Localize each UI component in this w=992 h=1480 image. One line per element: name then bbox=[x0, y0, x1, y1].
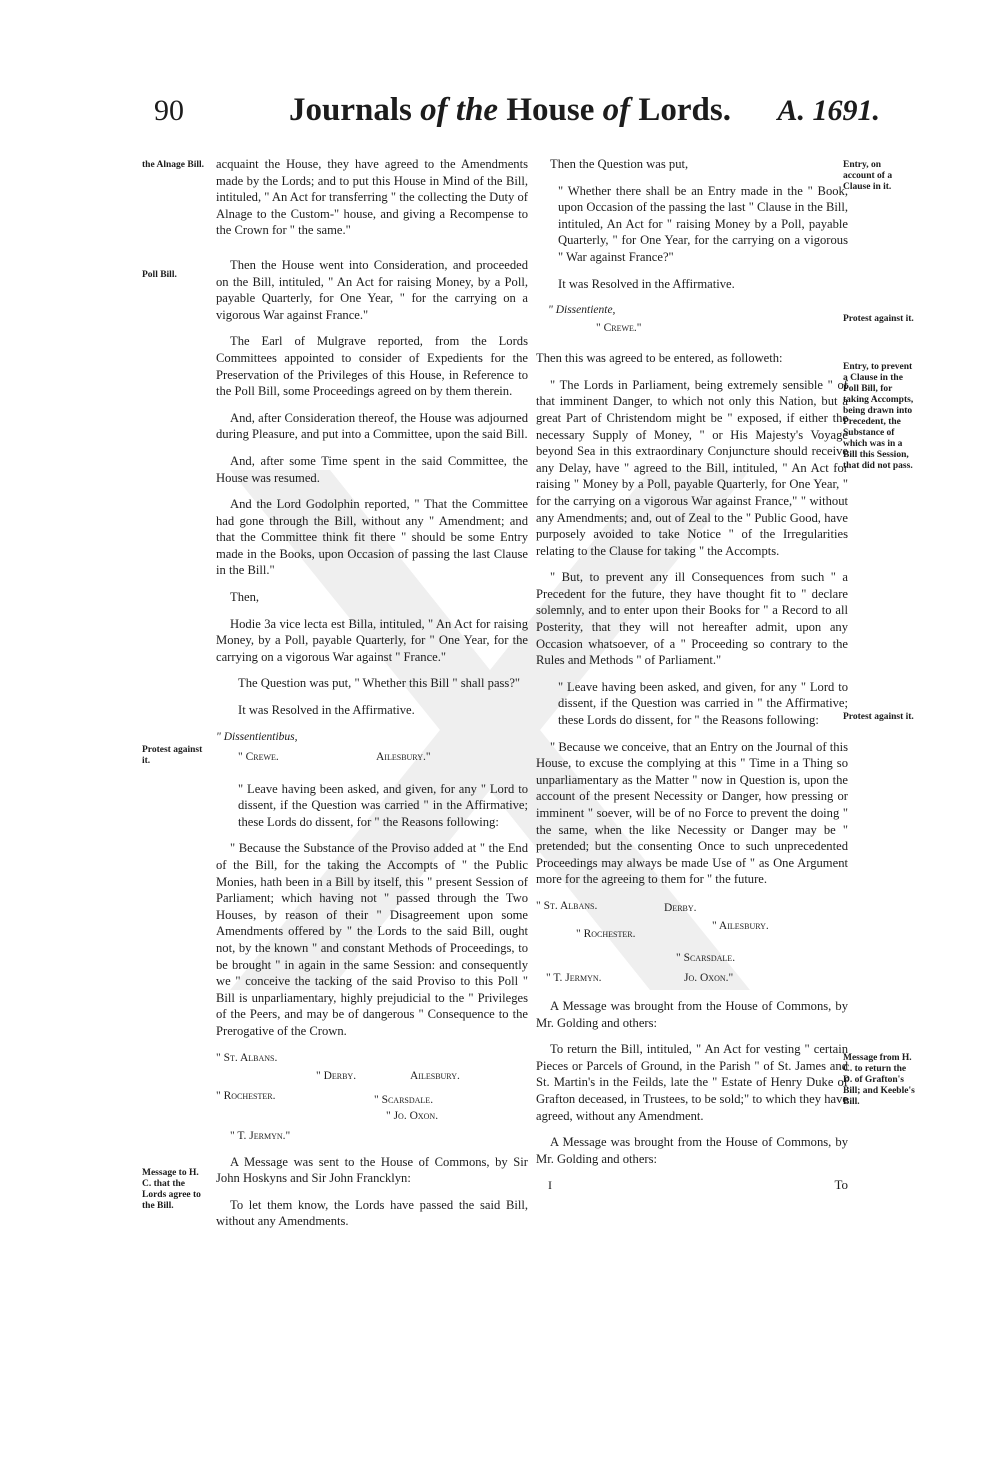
para-then: Then, bbox=[230, 590, 260, 605]
para-godolphin: And the Lord Godolphin reported, " That the Committee had gone through the Bill, without any " Amendment; and that the Committee think fit there " should be some Entry made in the Books, upon Occasion of passing the last Clause in the Bill." bbox=[216, 497, 528, 578]
signature-derby-2: Derby. bbox=[664, 901, 697, 914]
catchword: To bbox=[834, 1177, 848, 1193]
para-let-them-know: To let them know, the Lords have passed the said Bill, without any Amendments. bbox=[216, 1197, 528, 1229]
signature-jo-oxon: " Jo. Oxon. bbox=[386, 1109, 439, 1122]
signature-mark: I bbox=[548, 1178, 552, 1193]
para-prevent-consequences: " But, to prevent any ill Consequences from such " a Precedent for the future, they have thought fit to " declare solemnly, and to enter upon their Books for " a Record to all Posterity, that they will not hereafter admit, upon any Occasion whatsoever, of a " Proceeding so contrary to the Rules and Methods " of Parliament." bbox=[536, 570, 848, 668]
signature-st-albans-2: " St. Albans. bbox=[536, 899, 598, 912]
margin-note-alnage: the Alnage Bill. bbox=[142, 160, 205, 170]
title-lords: Lords. bbox=[638, 92, 731, 128]
margin-note-message-to-hc: Message to H. C. that the Lords agree to the Bill. bbox=[142, 1168, 201, 1211]
para-adjourned: And, after Consideration thereof, the House was adjourned during Pleasure, and put into a Committee, upon the said Bill. bbox=[216, 410, 528, 442]
page-number: 90 bbox=[154, 94, 184, 127]
page-year: A. 1691. bbox=[777, 94, 880, 127]
margin-note-entry-precedent: Entry, to prevent a Clause in the Poll Bill, for taking Accompts, being drawn into Precedent, the Substance of which was in a Bill this Session, that did not pass. bbox=[843, 362, 914, 471]
signature-ailesbury: Ailesbury." bbox=[376, 750, 431, 763]
para-agreed-entered: Then this was agreed to be entered, as followeth: bbox=[536, 351, 783, 366]
para-message-brought: A Message was brought from the House of Commons, by Mr. Golding and others: bbox=[536, 998, 848, 1030]
para-poll-consideration: Then the House went into Consideration, and proceeded on the Bill, intituled, " An Act for raising Money, by a Poll, payable Quarterly, for One Year, " for the carrying on a vigorous War against France." bbox=[216, 257, 528, 322]
signature-jo-oxon-2: Jo. Oxon." bbox=[684, 971, 734, 984]
page-header bbox=[140, 88, 880, 134]
margin-note-protest: Protest against it. bbox=[142, 745, 203, 766]
signature-derby: " Derby. bbox=[316, 1069, 357, 1082]
para-mulgrave: The Earl of Mulgrave reported, from the Lords Committees appointed to consider of Expedients for the Preservation of the Privileges of this House, in Reference to the Poll Bill, some Proceedings agreed on by them therein. bbox=[216, 334, 528, 399]
para-message-brought-2: A Message was brought from the House of Commons, by Mr. Golding and others: bbox=[536, 1135, 848, 1166]
para-message-sent: A Message was sent to the House of Commons, by Sir John Hoskyns and Sir John Francklyn: bbox=[216, 1154, 528, 1186]
right-column bbox=[536, 156, 848, 1197]
para-because-2: " Because we conceive, that an Entry on the Journal of this House, to excuse the complying at this " Time in a Thing so unparliamentary as the Matter " now in Question is, upon the account of the present Necessity or Danger, how pressing or imminent " soever, will be of no Force to prevent the doing " the same, when the like Necessity or Danger may be " pretended; but the consenting Once to such unprecedented Proceedings may always be made Use of " as One Argument more for the agreeing to them for " the future. bbox=[536, 739, 848, 887]
title-of-the: of the bbox=[420, 92, 499, 128]
signature-jermyn-2: " T. Jermyn. bbox=[546, 971, 602, 984]
para-resolved: It was Resolved in the Affirmative. bbox=[238, 703, 415, 718]
signature-ailesbury-2: Ailesbury. bbox=[410, 1069, 460, 1082]
para-whether-entry: " Whether there shall be an Entry made in the " Book, upon Occasion of the passing the last " Clause in the Bill, intituled, An Act for " raising Money by a Poll, payable Quarterly, " for One Year, for the carrying on a vigorous " War against France?" bbox=[558, 183, 848, 264]
para-question: The Question was put, " Whether this Bill " shall pass?" bbox=[238, 676, 521, 691]
signature-st-albans: " St. Albans. bbox=[216, 1051, 278, 1064]
margin-note-message-from-hc: Message from H. C. to return the D. of Grafton's Bill; and Keeble's Bill. bbox=[843, 1053, 915, 1107]
dissent-block bbox=[216, 729, 528, 773]
margin-note-poll-bill: Poll Bill. bbox=[142, 270, 177, 280]
dissent-heading-2: " Dissentiente, bbox=[548, 304, 616, 317]
signatures-block bbox=[216, 1050, 528, 1146]
signature-jermyn: " T. Jermyn." bbox=[230, 1129, 291, 1142]
dissent-heading: " Dissentientibus, bbox=[216, 730, 298, 743]
signature-ailesbury-3: " Ailesbury. bbox=[712, 919, 769, 932]
page-footer bbox=[536, 1177, 848, 1197]
margin-note-protest-2: Protest against it. bbox=[843, 314, 914, 324]
para-leave-2: " Leave having been asked, and given, for any " Lord to dissent, if the Question was carried in " the Affirmative; these Lords do dissent, for " the Reasons following: bbox=[558, 679, 848, 728]
para-question-put: Then the Question was put, bbox=[550, 157, 689, 171]
para-leave: " Leave having been asked, and given, for any " Lord to dissent, if the Question was carried " in the Affirmative; these Lords do dissent, for " the Reasons following: bbox=[238, 781, 528, 829]
signature-rochester-2: " Rochester. bbox=[576, 927, 636, 940]
margin-note-protest-3: Protest against it. bbox=[843, 712, 914, 722]
signature-scarsdale-2: " Scarsdale. bbox=[676, 951, 736, 964]
para-resolved-2: It was Resolved in the Affirmative. bbox=[558, 276, 735, 291]
signature-rochester: " Rochester. bbox=[216, 1089, 276, 1102]
signature-scarsdale: " Scarsdale. bbox=[374, 1093, 434, 1106]
title-journals: Journals bbox=[289, 92, 412, 128]
running-title bbox=[140, 92, 880, 129]
para-lords-in-parliament: " The Lords in Parliament, being extremely sensible " of that imminent Danger, to which not only this Nation, but a great Part of Christendom might be " exposed, if either the necessary Supply of Money, " or His Majesty's Voyage beyond Sea in this extraordinary Conjuncture should receive any Delay, have " agreed to the Bill, intituled, " An Act for raising " Money by a Poll, payable Quarterly, for One Year, " for the carrying on a vigorous War against France," " without any Amendments; and, out of Zeal to the " Public Good, have purposely avoided to take Notice " of the Irregularities relating to the Clause for taking " the Accompts. bbox=[536, 377, 848, 558]
signature-crewe: " Crewe. bbox=[238, 750, 279, 763]
para-resumed: And, after some Time spent in the said Committee, the House was resumed. bbox=[216, 453, 528, 485]
para-because: " Because the Substance of the Proviso added at " the End of the Bill, for the taking the Accompts of " the Public Monies, hath been in a Bill by itself, this " present Session of Parliament; which having not " passed through the Two Houses, by reason of their " Disagreement upon some Amendments offered by " the Lords to the said Bill, ought not, by the known " and constant Methods of Proceedings, to be brought " in again in the same Session: and consequently we " conceive the tacking of the said Proviso to this Poll " Bill is unparliamentary, highly prejudicial to the " Privileges of the Peers, and may be of dangerous " Consequence to the Prerogative of the Crown. bbox=[216, 841, 528, 1038]
para-alnage: acquaint the House, they have agreed to the Amendments made by the Lords; and to put this House in Mind of the Bill, intituled, " An Act for transferring " the collecting the Duty of Alnage to the Custom-" house, and giving a Recompense to the Crown for " the same." bbox=[216, 157, 528, 238]
title-of: of bbox=[602, 92, 631, 128]
left-column bbox=[216, 156, 528, 1240]
dissent-block-2 bbox=[536, 302, 848, 342]
para-return-bill: To return the Bill, intituled, " An Act for vesting " certain Pieces or Parcels of Ground, in the Parish " of St. James and St. Martin's in the Feilds, late the " Estate of Henry Duke of Grafton deceased, in Trustees, to be sold;" to which they have agreed, without any Amendment. bbox=[536, 1042, 848, 1123]
title-house: House bbox=[506, 92, 595, 128]
margin-note-entry: Entry, on account of a Clause in it. bbox=[843, 160, 893, 192]
signatures-block-2 bbox=[536, 898, 848, 990]
signature-crewe-2: " Crewe." bbox=[596, 322, 642, 335]
para-third-reading: Hodie 3a vice lecta est Billa, intituled, " An Act for raising Money, by a Poll, payable Quarterly, for " One Year, for the carrying on a vigorous War against " France." bbox=[216, 616, 528, 664]
